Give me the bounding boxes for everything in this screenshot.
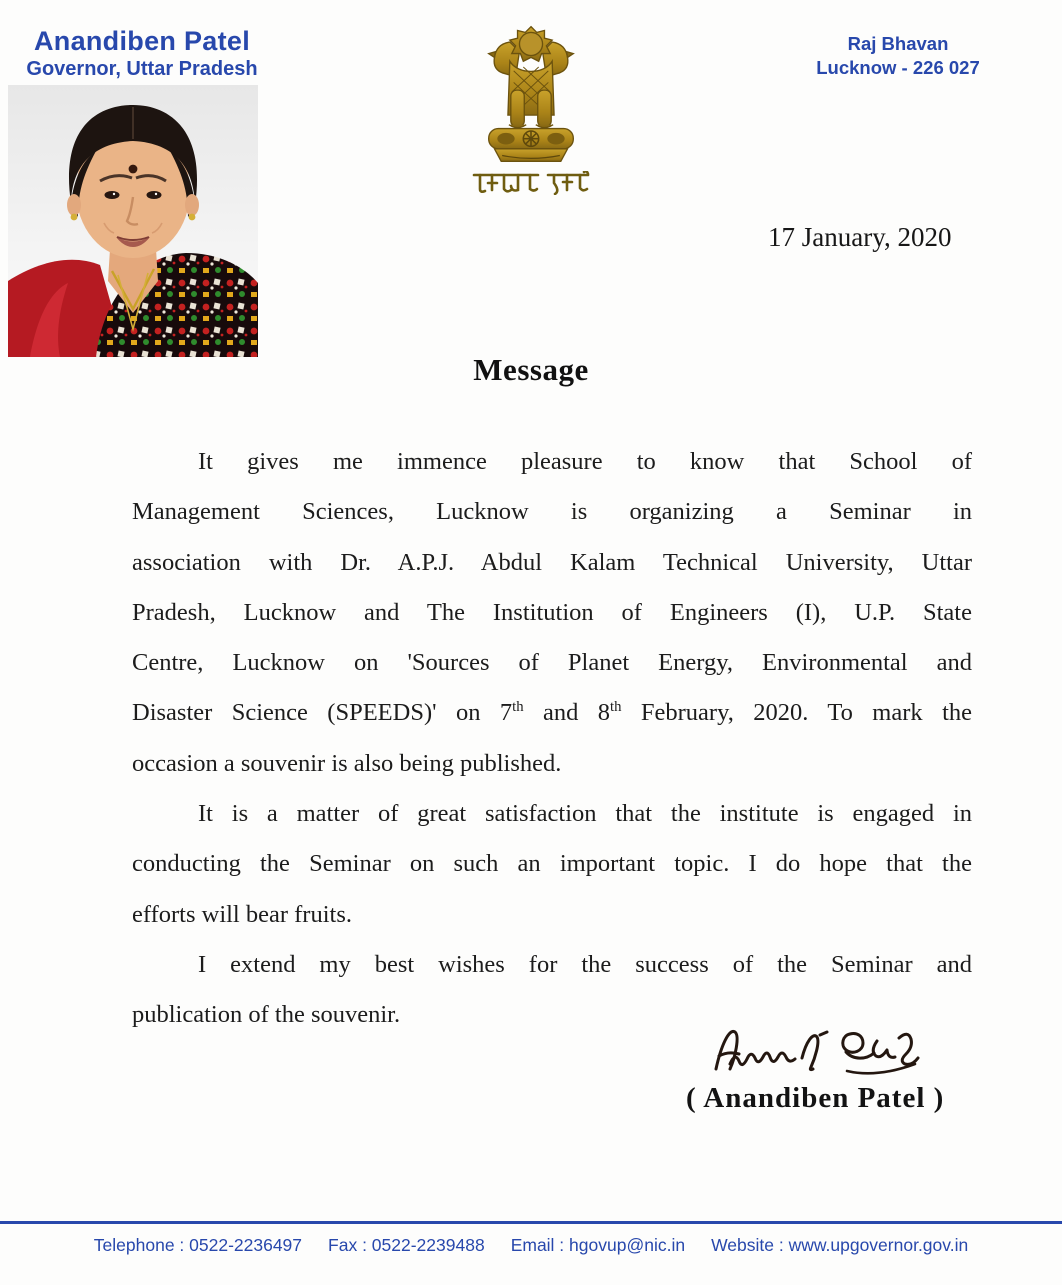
body-line: publication of the souvenir. (132, 1001, 401, 1029)
footer-fax: Fax : 0522-2239488 (328, 1235, 485, 1255)
office-name: Raj Bhavan (847, 33, 949, 54)
signatory-name: ( Anandiben Patel ) (686, 1082, 945, 1114)
body-line: It gives me immence pleasure to know that School of (198, 448, 972, 475)
portrait-illustration (8, 85, 258, 357)
body-line: occasion a souvenir is also being published. (132, 749, 562, 777)
footer-website: Website : www.upgovernor.gov.in (711, 1235, 969, 1255)
ordinal-suffix: th (610, 699, 622, 716)
governor-role: Governor, Uttar Pradesh (26, 58, 258, 80)
body-line: efforts will bear fruits. (132, 900, 352, 928)
motto-satyameva-jayate (472, 171, 590, 195)
footer-email: Email : hgovup@nic.in (510, 1235, 686, 1255)
body-line: It is a matter of great satisfaction that the institute is engaged in (198, 800, 972, 828)
governor-name: Anandiben Patel (33, 26, 251, 56)
ordinal-suffix: th (512, 699, 524, 716)
office-address-block (798, 32, 998, 80)
body-line: Centre, Lucknow on 'Sources of Planet Energy, Environmental and (132, 649, 972, 677)
body-text: February, 2020. To mark the (621, 699, 972, 727)
letterhead-name-block (10, 26, 274, 81)
letter-body (132, 437, 972, 1041)
body-line: I extend my best wishes for the success of the Seminar and (198, 950, 972, 978)
handwritten-signature (707, 1022, 939, 1080)
footer-telephone: Telephone : 0522-2236497 (93, 1235, 303, 1255)
letter-date: 17 January, 2020 (768, 222, 952, 252)
portrait-photo (8, 85, 258, 357)
body-line: Pradesh, Lucknow and The Institution of Engineers (I), U.P. State (132, 598, 972, 626)
body-line (132, 688, 972, 738)
letter-title: Message (473, 352, 589, 387)
body-line: conducting the Seminar on such an important topic. I do hope that the (132, 850, 972, 878)
body-line: association with Dr. A.P.J. Abdul Kalam Technical University, Uttar (132, 548, 972, 576)
body-line: Management Sciences, Lucknow is organizing a Seminar in (132, 498, 972, 526)
body-text: Disaster Science (SPEEDS)' on 7 (132, 699, 513, 727)
emblem-block (466, 20, 596, 195)
footer-contacts (0, 1235, 1062, 1256)
office-city-pin: Lucknow - 226 027 (816, 57, 980, 78)
ashoka-emblem-icon (481, 20, 581, 166)
body-text: and 8 (523, 699, 611, 727)
footer-rule (0, 1221, 1062, 1224)
